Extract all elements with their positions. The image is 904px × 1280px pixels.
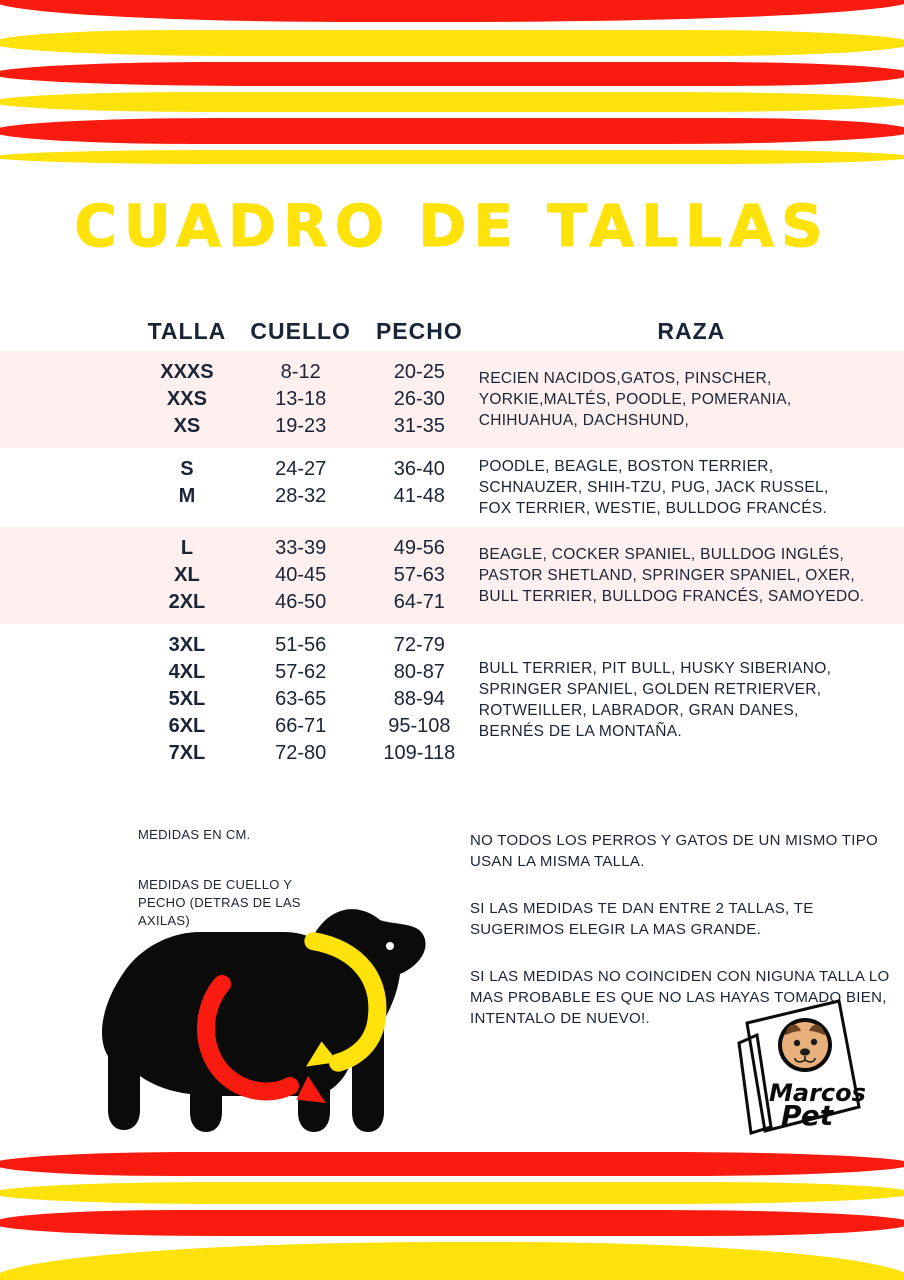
table-cell-neck: 57-62 bbox=[275, 661, 327, 683]
table-cell-neck: 13-18 bbox=[275, 388, 327, 410]
table-cell-chest: 72-79 bbox=[393, 634, 445, 656]
note-measure-location: MEDIDAS DE CUELLO Y PECHO (DETRAS DE LAS AXILAS) bbox=[138, 877, 301, 928]
note-remeasure: SI LAS MEDIDAS NO COINCIDEN CON NIGUNA TALLA LO MAS PROBABLE ES QUE NO LAS HAYAS TOMADO BIEN, INTENTALO DE NUEVO!. bbox=[470, 968, 890, 1027]
table-cell-chest: 36-40 bbox=[393, 458, 445, 480]
table-cell-neck: 19-23 bbox=[275, 415, 327, 437]
table-cell-size: XXS bbox=[166, 388, 207, 410]
table-cell-chest: 20-25 bbox=[393, 361, 445, 383]
stripe-yellow bbox=[0, 1242, 904, 1280]
table-cell-neck: 63-65 bbox=[275, 688, 327, 710]
table-cell-neck: 51-56 bbox=[275, 634, 327, 656]
header-cuello: CUELLO bbox=[250, 318, 351, 344]
table-cell-size: 3XL bbox=[168, 634, 206, 656]
table-cell-neck: 28-32 bbox=[275, 485, 327, 507]
table-cell-neck: 24-27 bbox=[275, 458, 327, 480]
table-cell-chest: 57-63 bbox=[393, 564, 445, 586]
table-cell-chest: 49-56 bbox=[393, 537, 445, 559]
neck-column bbox=[241, 632, 360, 767]
table-cell-size: S bbox=[180, 458, 194, 480]
table-cell-neck: 46-50 bbox=[275, 591, 327, 613]
table-group bbox=[0, 527, 904, 624]
stripe-yellow bbox=[0, 1182, 904, 1204]
breed-line: BULL TERRIER, PIT BULL, HUSKY SIBERIANO, bbox=[478, 659, 832, 677]
stripe-red bbox=[0, 1210, 904, 1236]
page-title: CUADRO DE TALLAS bbox=[74, 192, 830, 260]
table-cell-size: XXXS bbox=[160, 361, 214, 383]
table-cell-chest: 64-71 bbox=[393, 591, 445, 613]
bottom-stripe-band bbox=[0, 1150, 904, 1280]
breed-list bbox=[479, 658, 904, 742]
dog-illustration bbox=[80, 880, 450, 1160]
breed-line: RECIEN NACIDOS,GATOS, PINSCHER, bbox=[478, 370, 772, 387]
top-stripe-band bbox=[0, 0, 904, 165]
neck-column bbox=[241, 456, 360, 510]
breed-line: BEAGLE, COCKER SPANIEL, BULLDOG INGLÉS, bbox=[478, 546, 845, 563]
table-cell-size: XS bbox=[173, 415, 201, 437]
table-cell-chest: 109-118 bbox=[383, 742, 456, 764]
table-cell-size: M bbox=[178, 485, 196, 507]
breed-line: CHIHUAHUA, DACHSHUND, bbox=[478, 412, 690, 429]
size-column bbox=[133, 456, 242, 510]
note-units: MEDIDAS EN CM. bbox=[138, 827, 251, 842]
stripe-yellow bbox=[0, 92, 904, 112]
breed-line: SCHNAUZER, SHIH-TZU, PUG, JACK RUSSEL, bbox=[478, 479, 829, 496]
size-column bbox=[133, 632, 242, 767]
table-cell-chest: 80-87 bbox=[393, 661, 445, 683]
table-cell-size: XL bbox=[174, 564, 200, 586]
breed-list bbox=[479, 368, 904, 431]
note-between-sizes: SI LAS MEDIDAS TE DAN ENTRE 2 TALLAS, TE SUGERIMOS ELEGIR LA MAS GRANDE. bbox=[470, 900, 814, 938]
table-cell-size: 2XL bbox=[168, 591, 206, 613]
brand-logo bbox=[735, 995, 865, 1140]
stripe-red bbox=[0, 118, 904, 144]
table-group bbox=[0, 351, 904, 448]
logo-text-marcos: Marcos bbox=[769, 1079, 865, 1107]
logo-text-pet: Pet bbox=[781, 1099, 834, 1132]
note-sizing-varies: NO TODOS LOS PERROS Y GATOS DE UN MISMO TIPO USAN LA MISMA TALLA. bbox=[470, 832, 879, 870]
breed-line: SPRINGER SPANIEL, GOLDEN RETRIERVER, bbox=[478, 680, 822, 698]
table-cell-chest: 95-108 bbox=[388, 715, 451, 737]
size-column bbox=[133, 535, 242, 616]
table-cell-size: L bbox=[180, 537, 194, 559]
table-cell-chest: 26-30 bbox=[393, 388, 445, 410]
table-cell-neck: 8-12 bbox=[280, 361, 321, 383]
table-cell-neck: 33-39 bbox=[275, 537, 327, 559]
stripe-red bbox=[0, 0, 904, 22]
table-group bbox=[0, 624, 904, 775]
table-cell-chest: 41-48 bbox=[393, 485, 445, 507]
table-cell-neck: 66-71 bbox=[275, 715, 327, 737]
header-pecho: PECHO bbox=[375, 318, 463, 344]
table-cell-chest: 31-35 bbox=[393, 415, 445, 437]
table-cell-size: 6XL bbox=[168, 715, 206, 737]
table-header-row bbox=[0, 318, 904, 351]
breed-line: YORKIE,MALTÉS, POODLE, POMERANIA, bbox=[478, 391, 792, 408]
chest-column bbox=[360, 359, 479, 440]
size-column bbox=[133, 359, 242, 440]
breed-line: POODLE, BEAGLE, BOSTON TERRIER, bbox=[478, 458, 774, 475]
stripe-red bbox=[0, 1152, 904, 1176]
breed-line: ROTWEILLER, LABRADOR, GRAN DANES, bbox=[478, 701, 799, 719]
neck-column bbox=[241, 359, 360, 440]
stripe-red bbox=[0, 62, 904, 86]
table-group bbox=[0, 448, 904, 527]
stripe-yellow bbox=[0, 30, 904, 56]
table-cell-size: 7XL bbox=[168, 742, 206, 764]
table-cell-neck: 72-80 bbox=[275, 742, 327, 764]
header-raza: RAZA bbox=[657, 318, 726, 344]
table-cell-size: 5XL bbox=[168, 688, 206, 710]
breed-line: PASTOR SHETLAND, SPRINGER SPANIEL, OXER, bbox=[478, 567, 856, 584]
stripe-yellow bbox=[0, 150, 904, 164]
breed-line: BULL TERRIER, BULLDOG FRANCÉS, SAMOYEDO. bbox=[478, 588, 865, 605]
table-cell-neck: 40-45 bbox=[275, 564, 327, 586]
breed-list bbox=[479, 544, 904, 607]
header-talla: TALLA bbox=[147, 318, 227, 344]
size-table bbox=[0, 318, 904, 775]
breed-line: BERNÉS DE LA MONTAÑA. bbox=[478, 722, 682, 740]
neck-column bbox=[241, 535, 360, 616]
table-cell-chest: 88-94 bbox=[393, 688, 445, 710]
marcos-pet-logo-icon bbox=[735, 995, 865, 1140]
chest-column bbox=[360, 632, 479, 767]
breed-line: FOX TERRIER, WESTIE, BULLDOG FRANCÉS. bbox=[478, 500, 828, 517]
dog-silhouette-icon bbox=[80, 880, 450, 1160]
chest-column bbox=[360, 456, 479, 510]
breed-list bbox=[479, 456, 904, 519]
chest-column bbox=[360, 535, 479, 616]
table-cell-size: 4XL bbox=[168, 661, 206, 683]
